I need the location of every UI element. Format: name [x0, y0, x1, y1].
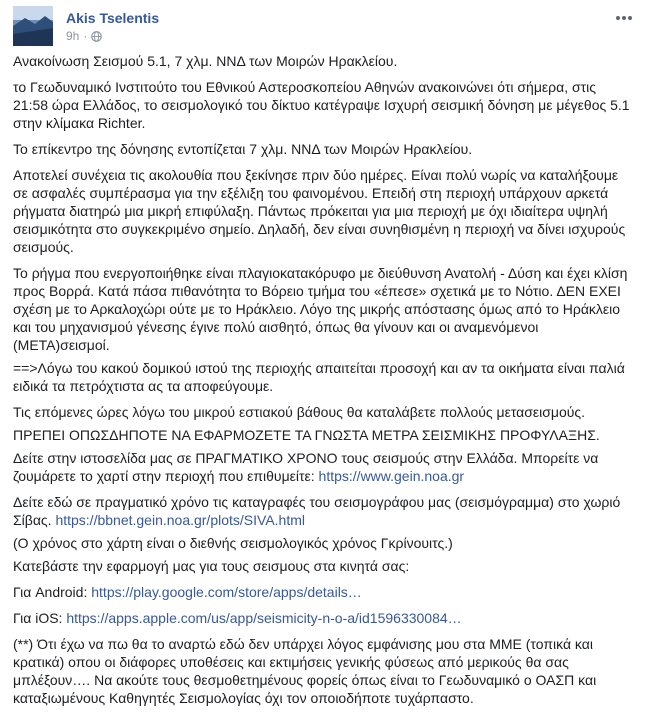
seismograph-text: Δείτε εδώ σε πραγματικό χρόνο τις καταγραφές του σεισμογράφου μας (σεισμόγραμμα) στο χωριό Σίβας.: [13, 494, 621, 528]
post-paragraph-fault: Το ρήγμα που ενεργοποιήθηκε είναι πλαγιοκατακόρυφο με διεύθυνση Ανατολή - Δύση και έχει κλίση προς Βορρά. Κατά πάσα πιθανότητα το Βόρειο τμήμα του «έπεσε» σχετικά με το Νότιο. ΔΕΝ ΕΧΕΙ σχέση με το Αρκαλοχώρι ούτε με το Ηράκλειο. Λόγο της μικρής απόστασης όμως από το Ηράκλειο και του μηχανισμού γένεσης έγινε πολύ αισθητό, όπως θα γίνουν και οι αναμενόμενοι (ΜΕΤΑ)σεισμοί.: [13, 265, 628, 353]
post-paragraph-seismograph: [13, 493, 633, 529]
post-paragraph-app: Κατεβάστε την εφαρμογή μας για τους σεισμους στα κινητά σας:: [13, 558, 410, 574]
author-name[interactable]: Akis Tselentis: [66, 10, 160, 26]
ios-label: Για iOS:: [13, 610, 67, 626]
avatar[interactable]: [13, 6, 53, 46]
ios-app-link[interactable]: https://apps.apple.com/us/app/seismicity-n-o-a/id1596330084…: [66, 610, 462, 626]
siva-plot-link[interactable]: https://bbnet.gein.noa.gr/plots/SIVA.html: [55, 512, 305, 528]
android-label: Για Android:: [13, 584, 92, 600]
meta-separator: ·: [83, 29, 88, 43]
globe-icon: [91, 31, 102, 42]
post-paragraph-time-note: (Ο χρόνος στο χάρτη είναι ο διεθνής σεισμολογικός χρόνος Γκρίνουιτς.): [13, 535, 453, 551]
post-time[interactable]: 9h: [66, 29, 80, 43]
post-paragraph-media-note: (**) Ότι έχω να πω θα το αναρτώ εδώ δεν υπάρχει λόγος εμφάνισης μου στα ΜΜΕ (τοπικά και κρατικά) οπου οι διάφορες υποθέσεις και εκτιμήσεις γενικής φύσεως από μερικούς θα σας μπλέξουν…. Να ακούτε τους θεσμοθετημένους φορείς όπως είναι το Γεωδυναμικό ο ΟΑΣΠ και καταξιωμένους Καθηγητές Σεισμολογίας όχι τον οποιοδήποτε τυχάρπαστο.: [13, 636, 597, 706]
gein-link[interactable]: https://www.gein.noa.gr: [318, 468, 465, 484]
post-paragraph-ios: [13, 609, 633, 627]
post-paragraph-android: [13, 583, 633, 601]
post-meta: [66, 29, 102, 43]
post-paragraph-website: [13, 449, 633, 485]
post-body: [13, 52, 633, 715]
android-app-link[interactable]: https://play.google.com/store/apps/details…: [91, 584, 362, 600]
more-options-icon[interactable]: [615, 8, 633, 26]
post-paragraph-title: Ανακοίνωση Σεισμού 5.1, 7 χλμ. ΝΝΔ των Μοιρών Ηρακλείου.: [13, 53, 398, 69]
post-paragraph-aftershocks: Τις επόμενες ώρες λόγω του μικρού εστιακού βάθους θα καταλάβετε πολλούς μετασεισμούς.: [13, 404, 586, 420]
post-paragraph-announcement: το Γεωδυναμικό Ινστιτούτο του Εθνικού Αστεροσκοπείου Αθηνών ανακοινώνει ότι σήμερα, στις 21:58 ώρα Ελλάδος, το σεισμολογικό του δίκτυο κατέγραψε Ισχυρή σεισμική δόνηση με μέγεθος 5.1 στην κλίμακα Richter.: [13, 79, 630, 131]
website-text: Δείτε στην ιστοσελίδα μας σε ΠΡΑΓΜΑΤΙΚΟ ΧΡΟΝΟ τους σεισμούς στην Ελλάδα. Μπορείτε να ζουμάρετε το χαρτί στην περιοχή που επιθυμείτε:: [13, 450, 599, 484]
post-paragraph-warning: ==>Λόγω του κακού δομικού ιστού της περιοχής απαιτείται προσοχή και αν τα οικήματα είναι παλιά ειδικά τα πετρόχτιστα ας τα αποφεύγουμε.: [13, 360, 625, 394]
post-paragraph-precautions: ΠΡΕΠΕΙ ΟΠΩΣΔΗΠΟΤΕ ΝΑ ΕΦΑΡΜΟΖΕΤΕ ΤΑ ΓΝΩΣΤΑ ΜΕΤΡΑ ΣΕΙΣΜΙΚΗΣ ΠΡΟΦΥΛΑΞΗΣ.: [13, 427, 600, 443]
post-paragraph-epicenter: Το επίκεντρο της δόνησης εντοπίζεται 7 χλμ. ΝΝΔ των Μοιρών Ηρακλείου.: [13, 141, 473, 157]
post-paragraph-sequence: Αποτελεί συνέχεια τις ακολουθία που ξεκίνησε πριν δύο ημέρες. Είναι πολύ νωρίς να καταλήξουμε σε ασφαλές συμπέρασμα για την εξέλιξη του φαινομένου. Επειδή στη περιοχή υπάρχουν αρκετά ρήγματα διατηρώ μια μικρή επιφύλαξη. Πάντως πρόκειται για μια περιοχή με όχι ιδιαίτερα υψηλή σεισμικότητα στο συγκεκριμένο σημείο. Δηλαδή, δεν είναι συνηθισμένη η περιοχή να δίνει ισχυρούς σεισμούς.: [13, 167, 626, 255]
post-header: [13, 6, 633, 46]
